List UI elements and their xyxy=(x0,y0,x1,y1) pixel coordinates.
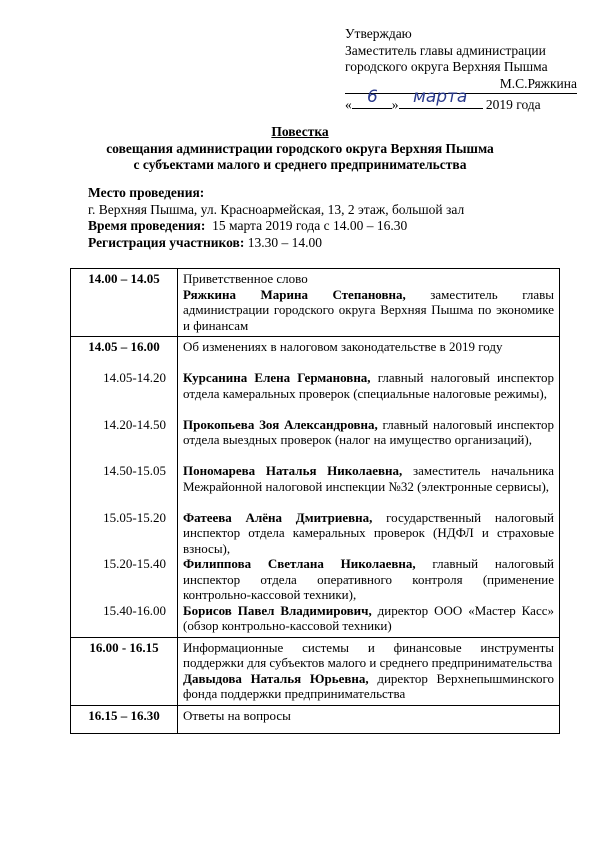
date-open-quote: « xyxy=(345,96,352,112)
speaker-name: Ряжкина Марина Степановна, xyxy=(183,286,406,302)
registration-label: Регистрация участников: xyxy=(88,234,245,250)
speaker-name: Филиппова Светлана Николаевна, xyxy=(183,556,416,571)
agenda-time: 16.00 - 16.15 xyxy=(71,637,178,705)
speaker-role: заместитель главы администрации городского округа Верхняя Пышма по экономике и финансам xyxy=(183,286,554,333)
date-close-quote: » xyxy=(391,96,399,112)
approval-line2: Заместитель главы администрации xyxy=(345,42,546,58)
speaker-role: директор ООО «Мастер Касс» (обзор контрольно-кассовой техники) xyxy=(183,602,554,633)
speaker-time: 14.20-14.50 xyxy=(103,416,166,432)
speaker-role: главный налоговый инспектор отдела выездных проверок (налог на имущество организаций), xyxy=(183,416,554,447)
speaker-time: 15.20-15.40 xyxy=(103,556,166,571)
meeting-info xyxy=(88,185,558,251)
speaker xyxy=(183,603,554,634)
speaker xyxy=(183,556,554,603)
agenda-item-title: Об изменениях в налоговом законодательстве в 2019 году xyxy=(183,339,503,354)
heading-line2: совещания администрации городского округа Верхняя Пышма xyxy=(106,140,494,156)
signatory-name: М.С.Ряжкина xyxy=(499,75,577,91)
agenda-row xyxy=(71,705,560,733)
speaker-role: государственный налоговый инспектор отдела камеральных проверок (НДФЛ и страховые взносы), xyxy=(183,509,554,556)
date-year: 2019 года xyxy=(485,96,541,112)
agenda-time: 16.15 – 16.30 xyxy=(71,705,178,733)
speaker-name: Давыдова Наталья Юрьевна, xyxy=(183,670,369,686)
place-label: Место проведения: xyxy=(88,185,205,200)
document-heading xyxy=(0,124,600,174)
speaker xyxy=(183,370,554,417)
handwritten-month: марта xyxy=(413,86,468,107)
speaker xyxy=(183,463,554,510)
approval-date xyxy=(345,86,577,114)
speaker-time: 15.40-16.00 xyxy=(103,602,166,618)
approval-line3: городского округа Верхняя Пышма xyxy=(345,59,548,74)
agenda-time: 14.00 – 14.05 xyxy=(71,269,178,337)
speaker-time: 14.50-15.05 xyxy=(103,463,166,478)
speaker-role: заместитель начальника Межрайонной налоговой инспекции №32 (электронные сервисы), xyxy=(183,463,554,494)
speaker-name: Фатеева Алёна Дмитриевна, xyxy=(183,509,373,525)
speaker xyxy=(183,417,554,464)
agenda-item-title: Приветственное слово xyxy=(183,271,308,286)
agenda-item-title: Информационные системы и финансовые инструменты поддержки для субъектов малого и среднего предпринимательства xyxy=(183,639,554,670)
speaker-time: 14.05-14.20 xyxy=(103,370,166,385)
agenda-item-title: Ответы на вопросы xyxy=(178,705,560,733)
approval-line1: Утверждаю xyxy=(345,26,412,41)
speaker-role: главный налоговый инспектор отдела камеральных проверок (специальные налоговые режимы), xyxy=(183,370,555,401)
speaker-name: Борисов Павел Владимирович, xyxy=(183,602,372,618)
agenda-row xyxy=(71,269,560,337)
speaker xyxy=(183,510,554,557)
handwritten-day: 6 xyxy=(367,86,378,107)
time-label: Время проведения: xyxy=(88,218,206,233)
time-value: 15 марта 2019 года с 14.00 – 16.30 xyxy=(212,218,408,233)
agenda-table xyxy=(70,268,560,734)
speaker-time: 15.05-15.20 xyxy=(103,509,166,525)
speaker-name: Прокопьева Зоя Александровна, xyxy=(183,416,378,432)
document-title: Повестка xyxy=(271,124,329,139)
approval-block xyxy=(345,26,577,114)
agenda-row xyxy=(71,337,560,638)
registration-value: 13.30 – 14.00 xyxy=(247,234,322,250)
speaker-name: Курсанина Елена Германовна, xyxy=(183,370,371,385)
speaker-role: главный налоговый инспектор отдела оперативного контроля (применение контрольно-кассовой техники), xyxy=(183,556,555,602)
speaker xyxy=(183,287,554,334)
agenda-row xyxy=(71,637,560,705)
place-value: г. Верхняя Пышма, ул. Красноармейская, 13, 2 этаж, большой зал xyxy=(88,201,465,217)
speaker-name: Пономарева Наталья Николаевна, xyxy=(183,463,403,478)
speaker-role: директор Верхнепышминского фонда поддержки предпринимательства xyxy=(183,670,554,701)
heading-line3: с субъектами малого и среднего предпринимательства xyxy=(133,157,467,172)
agenda-time: 14.05 – 16.00 xyxy=(88,339,160,354)
speaker xyxy=(183,671,554,702)
